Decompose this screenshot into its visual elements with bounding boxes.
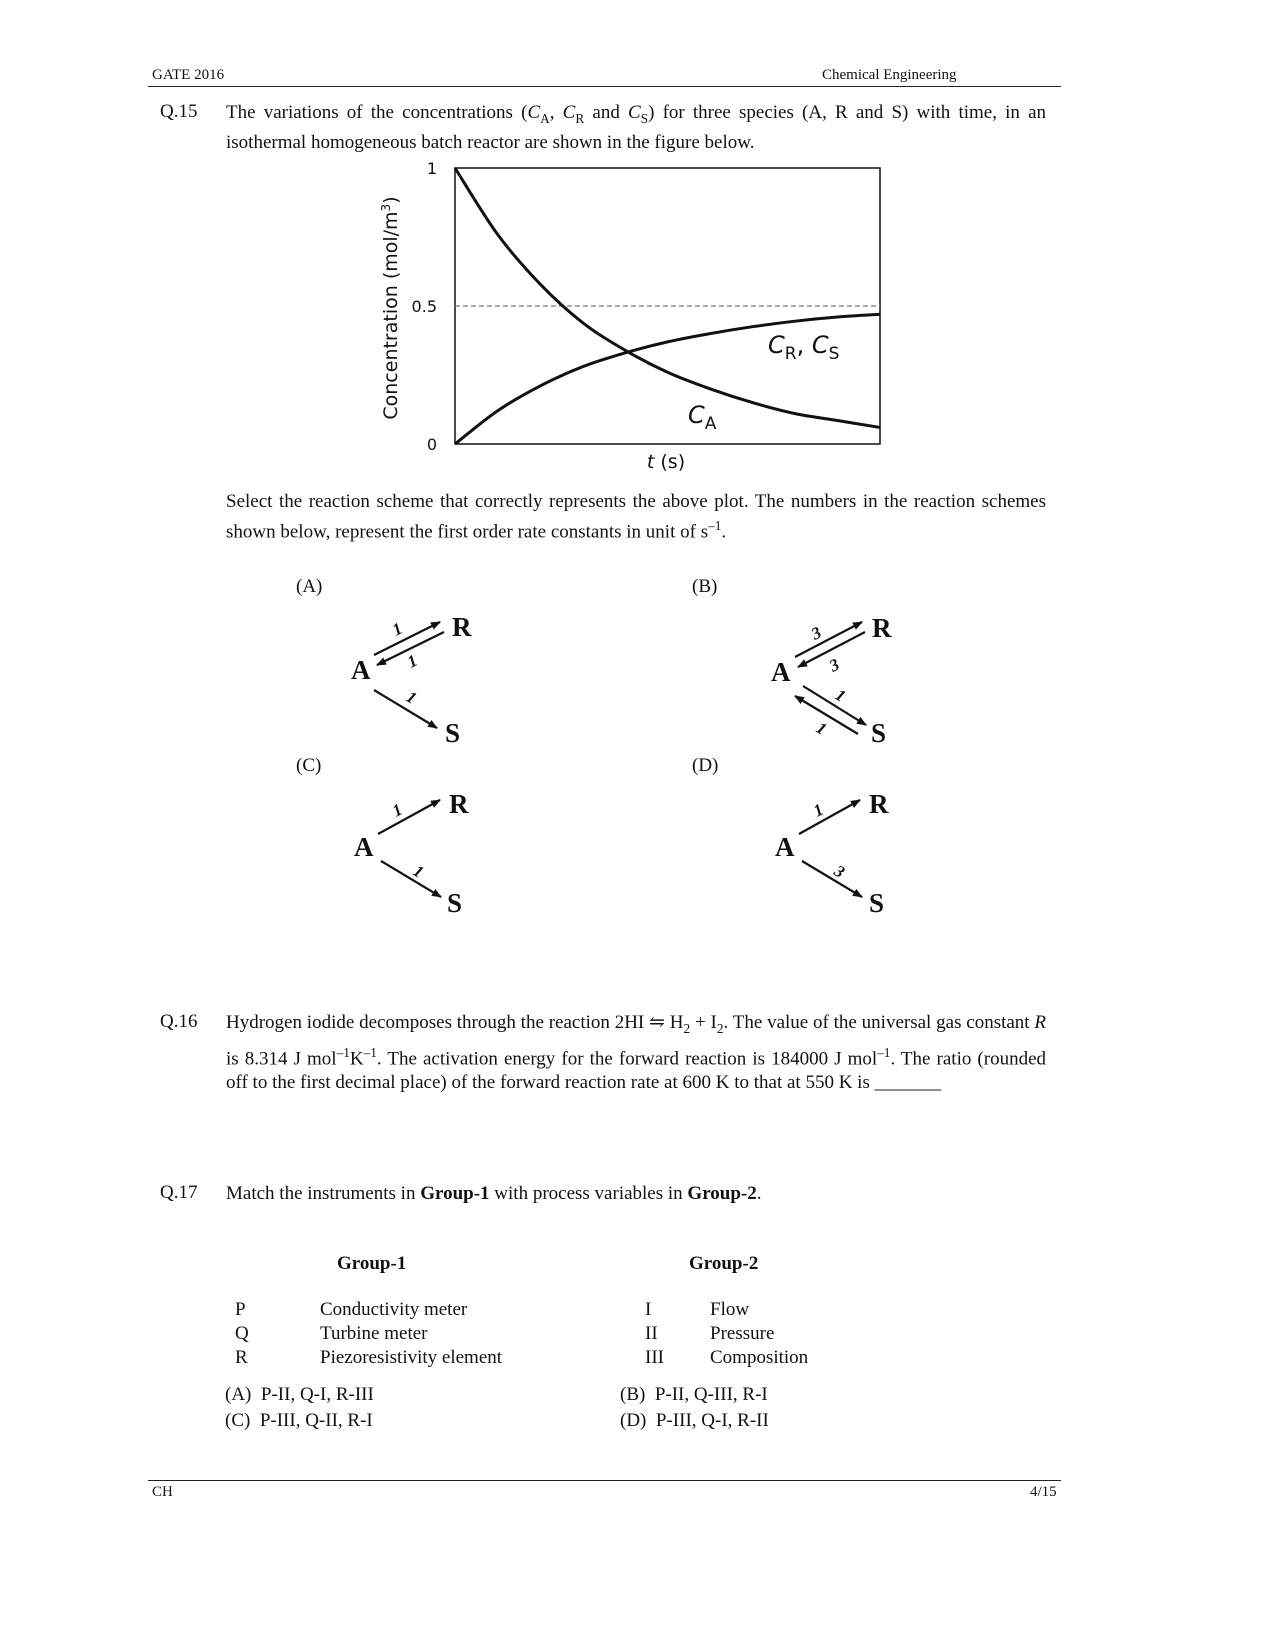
scheme-b-species-a: A xyxy=(771,657,791,687)
group1-value: Turbine meter xyxy=(320,1323,428,1344)
group2-value: Flow xyxy=(710,1299,750,1320)
q15-intro: The variations of the concentrations ($C_A$, $C_R$ and $C_S$) for three species (A, R and S) with time, in an isothermal homogeneous batch reactor are shown in the figure below. xyxy=(226,102,1046,153)
scheme-d-arrow-a-to-r xyxy=(799,800,860,834)
scheme-b-k-ar: 3 xyxy=(808,622,825,644)
scheme-a-species-s: S xyxy=(445,718,461,748)
scheme-c-species-r: R xyxy=(449,789,469,819)
q15-option-b-label[interactable]: (B) xyxy=(692,576,718,597)
scheme-c-arrow-a-to-s xyxy=(381,861,441,897)
q17-option-c[interactable]: (C) P-III, Q-II, R-I xyxy=(225,1410,373,1431)
scheme-c-k-as: 1 xyxy=(409,861,428,882)
group2-key: II xyxy=(645,1323,658,1344)
q16-number: Q.16 xyxy=(160,1011,198,1032)
group1-value: Piezoresistivity element xyxy=(320,1347,503,1368)
group2-value: Pressure xyxy=(710,1323,775,1344)
y-tick-label: 1 xyxy=(426,159,437,178)
header-left: GATE 2016 xyxy=(152,67,225,83)
footer-rule xyxy=(148,1480,1061,1481)
q15-select-text: Select the reaction scheme that correctly represents the above plot. The numbers in the reaction schemes shown below, represent the first order rate constants in unit of $s^{-1}$. xyxy=(226,491,1046,543)
q17-number: Q.17 xyxy=(160,1182,198,1203)
group2-title: Group-2 xyxy=(689,1253,759,1274)
scheme-a-arrow-a-to-s xyxy=(374,690,437,728)
footer-left: CH xyxy=(152,1484,173,1500)
scheme-d-species-a: A xyxy=(775,832,795,862)
scheme-d-k-ar: 1 xyxy=(810,799,827,821)
scheme-c-species-a: A xyxy=(354,832,374,862)
scheme-c-species-s: S xyxy=(447,888,463,918)
y-axis-label: Concentration $(mol/m^3)$ xyxy=(379,196,402,420)
q16-text: Hydrogen iodide decomposes through the reaction 2HI ⇋ $H_2 + I_2$. The value of the universal gas constant R is 8.314 J $mol^{-1}K^{-1}$. The activation energy for the forward reaction is 184000 J mol$^{-1}$. The ratio (rounded off to the first decimal place) of the forward reaction rate at 600 K to that at 550 K is _______ xyxy=(226,1012,1047,1094)
scheme-d-species-s: S xyxy=(869,888,885,918)
q17-option-a[interactable]: (A) P-II, Q-I, R-III xyxy=(225,1384,374,1405)
scheme-a-k-ar: 1 xyxy=(389,618,406,640)
group1-key: P xyxy=(235,1299,246,1320)
x-axis-label: t (s) xyxy=(646,451,686,473)
q15-option-d-label[interactable]: (D) xyxy=(692,755,719,776)
group1-key: Q xyxy=(235,1323,249,1344)
q15-option-a-label[interactable]: (A) xyxy=(296,576,323,597)
group1-key: R xyxy=(235,1347,248,1368)
group2-key: I xyxy=(645,1299,652,1320)
series-label-ca: $C_A$ xyxy=(688,401,717,434)
group2-key: III xyxy=(645,1347,664,1368)
scheme-d-k-as: 3 xyxy=(830,861,849,882)
q17-option-d[interactable]: (D) P-III, Q-I, R-II xyxy=(620,1410,769,1431)
scheme-a-k-ra: 1 xyxy=(404,650,421,672)
scheme-b-k-ra: 3 xyxy=(826,654,843,676)
scheme-b-k-as: 1 xyxy=(831,685,850,706)
scheme-c-k-ar: 1 xyxy=(389,799,406,821)
scheme-b-species-r: R xyxy=(872,613,892,643)
group1-value: Conductivity meter xyxy=(320,1299,468,1320)
scheme-a-k-as: 1 xyxy=(402,687,421,708)
group1-title: Group-1 xyxy=(337,1253,407,1274)
y-tick-label: 0.5 xyxy=(411,297,437,316)
scheme-c-arrow-a-to-r xyxy=(378,800,440,834)
series-label-cr-cs: $C_R$, $C_S$ xyxy=(768,331,840,364)
group2-value: Composition xyxy=(710,1347,809,1368)
y-tick-label: 0 xyxy=(426,435,437,454)
q15-number: Q.15 xyxy=(160,101,198,122)
q17-text: Match the instruments in Group-1 with process variables in Group-2. xyxy=(226,1183,762,1204)
scheme-d-species-r: R xyxy=(869,789,889,819)
scheme-a-species-a: A xyxy=(351,655,371,685)
footer-page-number: 4/15 xyxy=(1030,1484,1057,1500)
q17-option-b[interactable]: (B) P-II, Q-III, R-I xyxy=(620,1384,768,1405)
header-right: Chemical Engineering xyxy=(822,67,957,83)
scheme-a-species-r: R xyxy=(452,612,472,642)
scheme-b-species-s: S xyxy=(871,718,887,748)
q15-option-c-label[interactable]: (C) xyxy=(296,755,322,776)
scheme-b-k-sa: 1 xyxy=(812,718,831,739)
scheme-d-arrow-a-to-s xyxy=(802,861,862,897)
